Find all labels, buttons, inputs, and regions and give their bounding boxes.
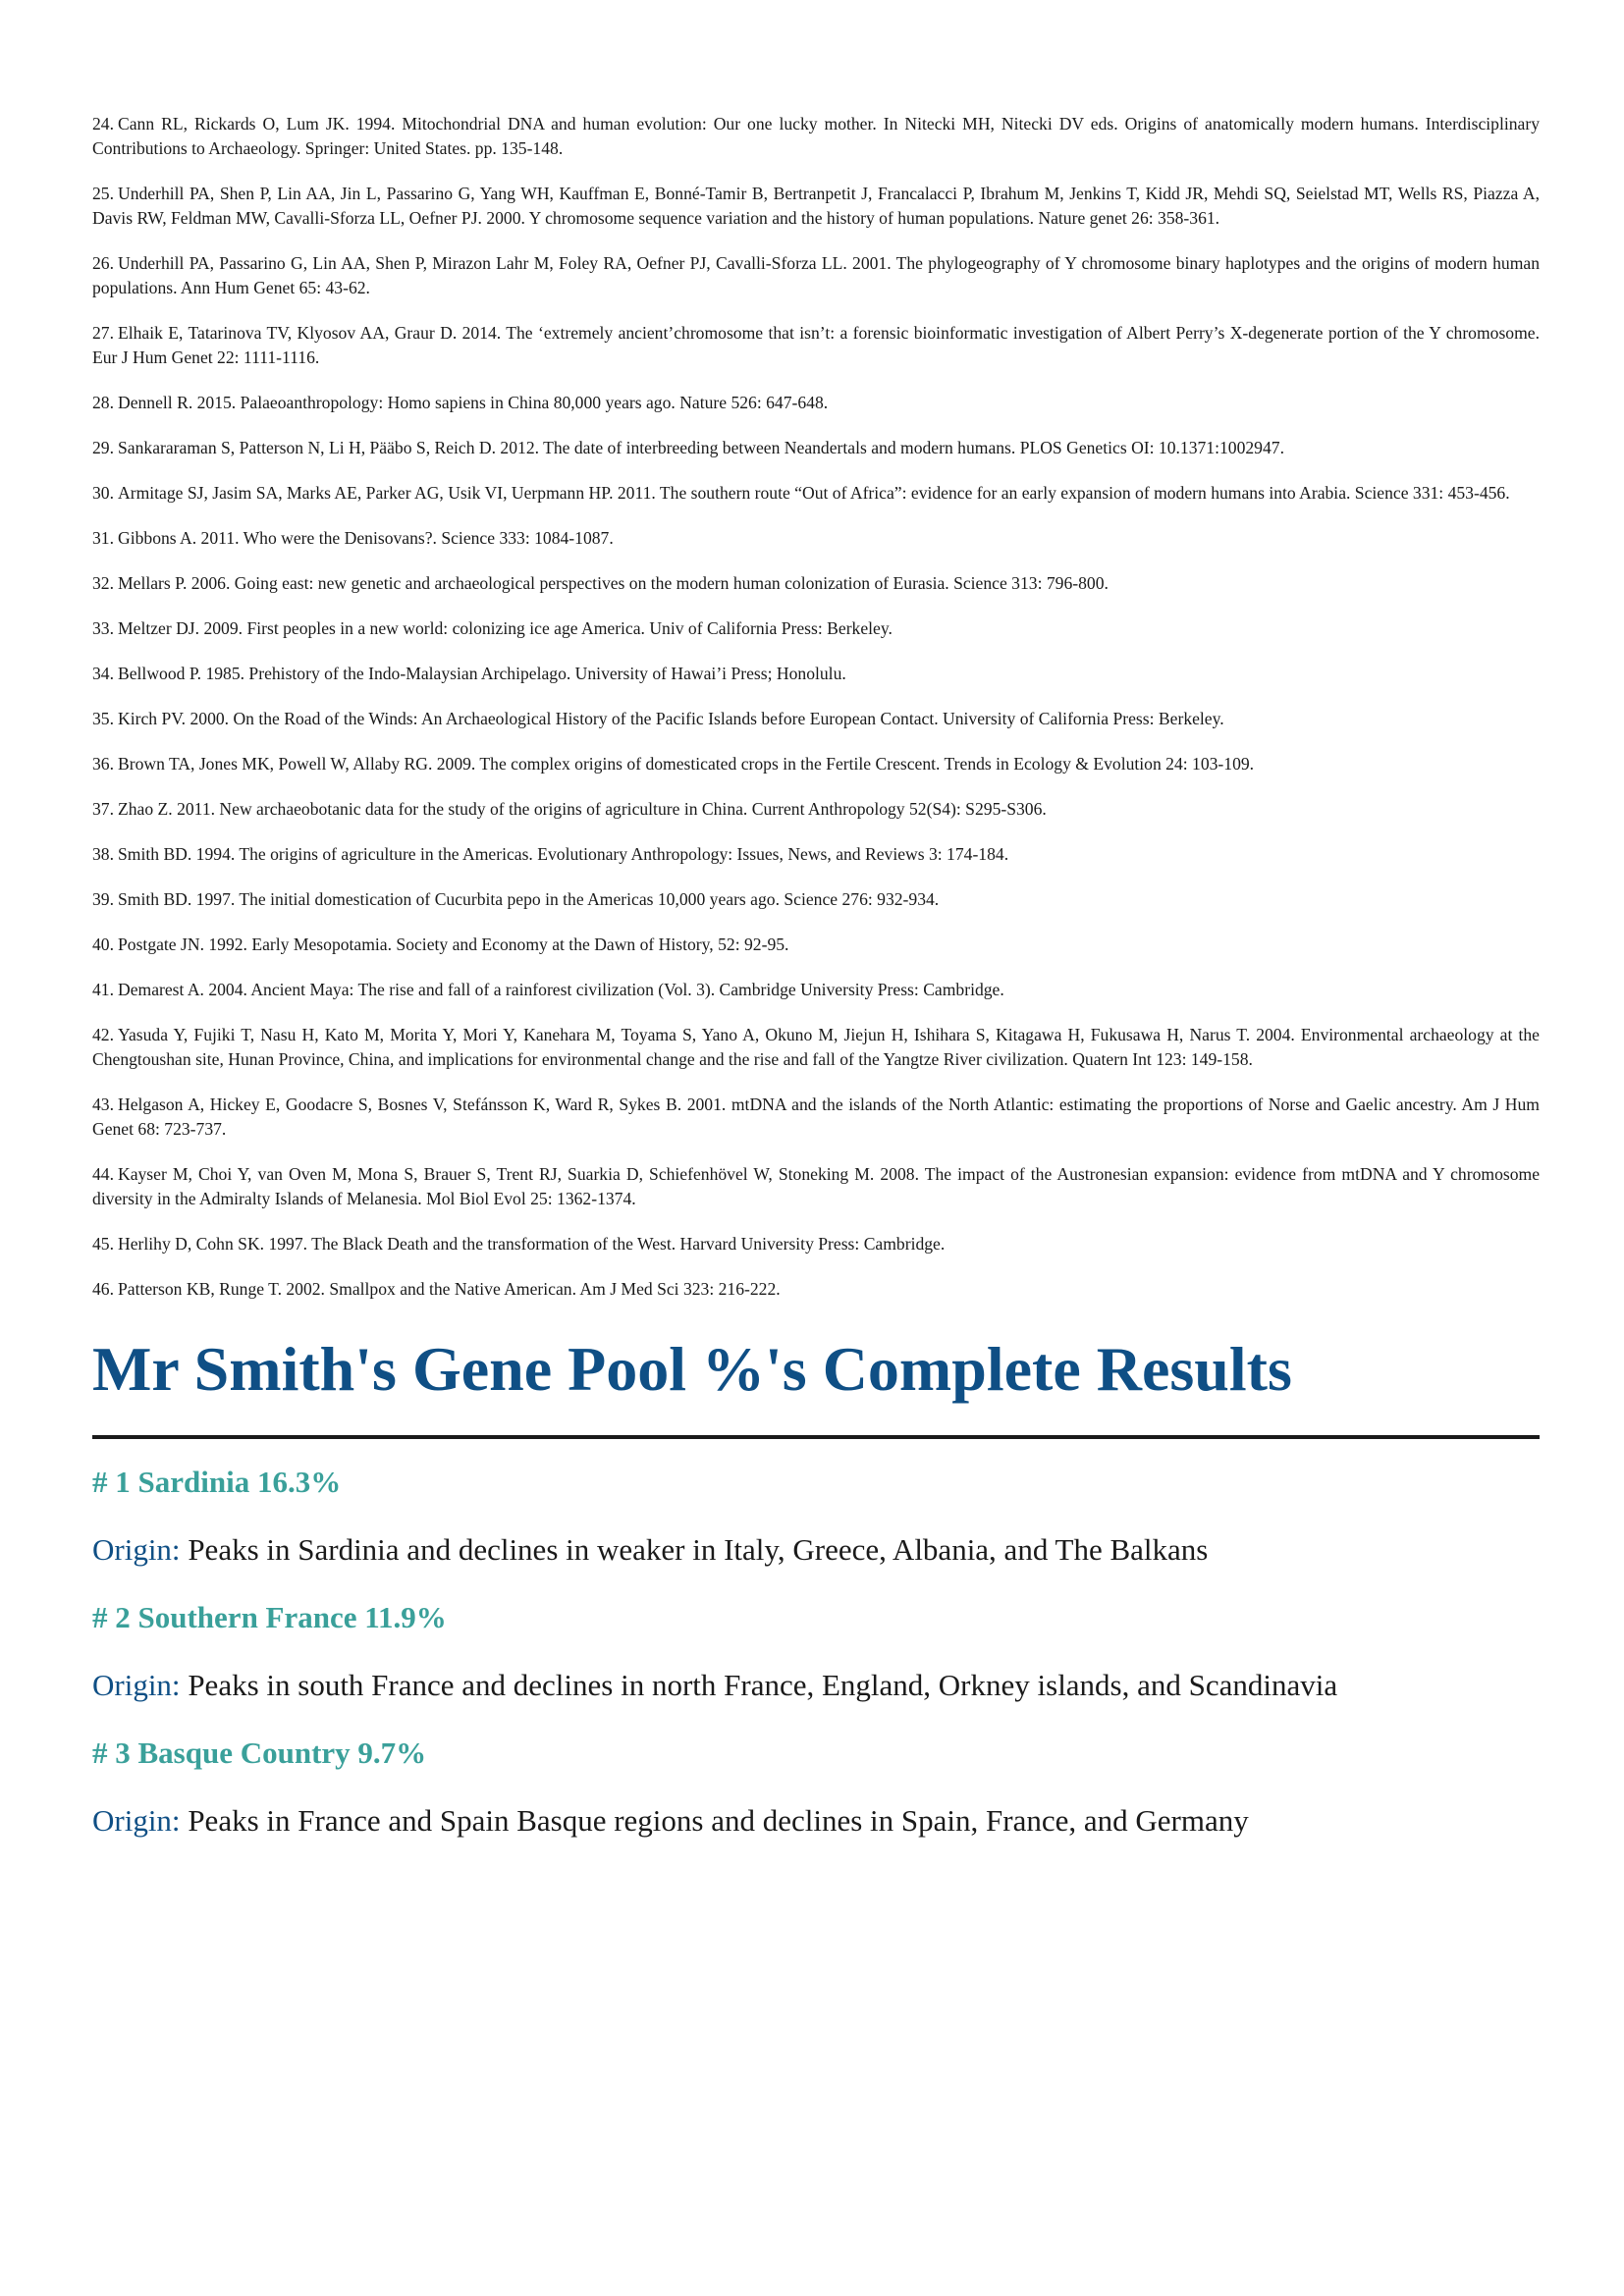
reference-text: Patterson KB, Runge T. 2002. Smallpox and the Native American. Am J Med Sci 323: 216-222. bbox=[118, 1279, 781, 1299]
origin-text: Peaks in France and Spain Basque regions and declines in Spain, France, and Germany bbox=[188, 1803, 1249, 1838]
reference-text: Gibbons A. 2011. Who were the Denisovans?. Science 333: 1084-1087. bbox=[118, 528, 614, 548]
reference-item bbox=[92, 1093, 1540, 1142]
results-section bbox=[92, 1463, 1540, 1841]
reference-item bbox=[92, 707, 1540, 731]
reference-text: Brown TA, Jones MK, Powell W, Allaby RG. 2009. The complex origins of domesticated crops in the Fertile Crescent. Trends in Ecology & Evolution 24: 103-109. bbox=[118, 754, 1255, 774]
reference-item bbox=[92, 436, 1540, 460]
reference-item bbox=[92, 752, 1540, 776]
reference-text: Underhill PA, Passarino G, Lin AA, Shen P, Mirazon Lahr M, Foley RA, Oefner PJ, Cavalli-Sforza LL. 2001. The phylogeography of Y chromosome binary haplotypes and the origins of modern human populations. Ann Hum Genet 65: 43-62. bbox=[92, 253, 1540, 297]
reference-number: 32. bbox=[92, 573, 114, 593]
reference-item bbox=[92, 933, 1540, 957]
reference-item bbox=[92, 526, 1540, 551]
reference-number: 45. bbox=[92, 1234, 114, 1254]
reference-item bbox=[92, 842, 1540, 867]
reference-item bbox=[92, 321, 1540, 370]
reference-number: 40. bbox=[92, 934, 114, 954]
reference-item bbox=[92, 251, 1540, 300]
reference-text: Zhao Z. 2011. New archaeobotanic data for the study of the origins of agriculture in China. Current Anthropology 52(S4): S295-S306. bbox=[118, 799, 1047, 819]
reference-number: 43. bbox=[92, 1095, 114, 1114]
reference-number: 28. bbox=[92, 393, 114, 412]
reference-item bbox=[92, 571, 1540, 596]
reference-number: 37. bbox=[92, 799, 114, 819]
reference-item bbox=[92, 616, 1540, 641]
title-divider bbox=[92, 1435, 1540, 1439]
reference-number: 42. bbox=[92, 1025, 114, 1044]
document-page bbox=[92, 112, 1540, 1869]
reference-item bbox=[92, 112, 1540, 161]
reference-number: 35. bbox=[92, 709, 114, 728]
reference-item bbox=[92, 1162, 1540, 1211]
reference-text: Mellars P. 2006. Going east: new genetic and archaeological perspectives on the modern human colonization of Eurasia. Science 313: 796-800. bbox=[118, 573, 1109, 593]
reference-number: 25. bbox=[92, 184, 114, 203]
reference-text: Cann RL, Rickards O, Lum JK. 1994. Mitochondrial DNA and human evolution: Our one lucky mother. In Nitecki MH, Nitecki DV eds. Origins of anatomically modern humans. Interdisciplinary Contributions to Archaeology. Springer: United States. pp. 135-148. bbox=[92, 114, 1540, 158]
reference-number: 26. bbox=[92, 253, 114, 273]
reference-number: 29. bbox=[92, 438, 114, 457]
reference-number: 27. bbox=[92, 323, 114, 343]
reference-text: Demarest A. 2004. Ancient Maya: The rise and fall of a rainforest civilization (Vol. 3). Cambridge University Press: Cambridge. bbox=[118, 980, 1004, 999]
reference-text: Meltzer DJ. 2009. First peoples in a new world: colonizing ice age America. Univ of California Press: Berkeley. bbox=[118, 618, 893, 638]
result-heading: # 1 Sardinia 16.3% bbox=[92, 1465, 342, 1499]
reference-text: Armitage SJ, Jasim SA, Marks AE, Parker AG, Usik VI, Uerpmann HP. 2011. The southern route “Out of Africa”: evidence for an early expansion of modern humans into Arabia. Science 331: 453-456. bbox=[118, 483, 1510, 503]
reference-number: 44. bbox=[92, 1164, 114, 1184]
reference-text: Sankararaman S, Patterson N, Li H, Pääbo S, Reich D. 2012. The date of interbreeding between Neandertals and modern humans. PLOS Genetics OI: 10.1371:1002947. bbox=[118, 438, 1284, 457]
reference-text: Bellwood P. 1985. Prehistory of the Indo-Malaysian Archipelago. University of Hawai’i Press; Honolulu. bbox=[118, 664, 846, 683]
reference-list bbox=[92, 112, 1540, 1302]
reference-item bbox=[92, 1277, 1540, 1302]
reference-text: Underhill PA, Shen P, Lin AA, Jin L, Passarino G, Yang WH, Kauffman E, Bonné-Tamir B, Bertranpetit J, Francalacci P, Ibrahum M, Jenkins T, Kidd JR, Mehdi SQ, Seielstad MT, Wells RS, Piazza A, Davis RW, Feldman MW, Cavalli-Sforza LL, Oefner PJ. 2000. Y chromosome sequence variation and the history of human populations. Nature genet 26: 358-361. bbox=[92, 184, 1540, 228]
reference-number: 41. bbox=[92, 980, 114, 999]
origin-text: Peaks in south France and declines in north France, England, Orkney islands, and Scandinavia bbox=[188, 1668, 1338, 1702]
report-title: Mr Smith's Gene Pool %'s Complete Results bbox=[92, 1334, 1292, 1404]
origin-label: Origin: bbox=[92, 1668, 181, 1702]
reference-number: 46. bbox=[92, 1279, 114, 1299]
origin-text: Peaks in Sardinia and declines in weaker in Italy, Greece, Albania, and The Balkans bbox=[188, 1532, 1209, 1567]
result-entry bbox=[92, 1734, 1540, 1841]
result-heading: # 2 Southern France 11.9% bbox=[92, 1600, 447, 1634]
reference-text: Postgate JN. 1992. Early Mesopotamia. Society and Economy at the Dawn of History, 52: 92-95. bbox=[118, 934, 789, 954]
reference-text: Elhaik E, Tatarinova TV, Klyosov AA, Graur D. 2014. The ‘extremely ancient’chromosome that isn’t: a forensic bioinformatic investigation of Albert Perry’s X-degenerate portion of the Y chromosome. Eur J Hum Genet 22: 1111-1116. bbox=[92, 323, 1540, 367]
result-origin bbox=[92, 1666, 1540, 1705]
reference-item bbox=[92, 391, 1540, 415]
reference-item bbox=[92, 978, 1540, 1002]
reference-text: Smith BD. 1997. The initial domestication of Cucurbita pepo in the Americas 10,000 years ago. Science 276: 932-934. bbox=[118, 889, 940, 909]
reference-item bbox=[92, 182, 1540, 231]
reference-text: Helgason A, Hickey E, Goodacre S, Bosnes V, Stefánsson K, Ward R, Sykes B. 2001. mtDNA and the islands of the North Atlantic: estimating the proportions of Norse and Gaelic ancestry. Am J Hum Genet 68: 723-737. bbox=[92, 1095, 1540, 1139]
result-origin bbox=[92, 1530, 1540, 1570]
reference-item bbox=[92, 887, 1540, 912]
reference-text: Dennell R. 2015. Palaeoanthropology: Homo sapiens in China 80,000 years ago. Nature 526: 647-648. bbox=[118, 393, 829, 412]
result-origin bbox=[92, 1801, 1540, 1841]
reference-item bbox=[92, 797, 1540, 822]
result-heading: # 3 Basque Country 9.7% bbox=[92, 1735, 427, 1770]
reference-item bbox=[92, 481, 1540, 506]
reference-number: 36. bbox=[92, 754, 114, 774]
reference-number: 30. bbox=[92, 483, 114, 503]
reference-item bbox=[92, 1023, 1540, 1072]
reference-item bbox=[92, 662, 1540, 686]
reference-text: Smith BD. 1994. The origins of agriculture in the Americas. Evolutionary Anthropology: Issues, News, and Reviews 3: 174-184. bbox=[118, 844, 1009, 864]
reference-number: 24. bbox=[92, 114, 114, 133]
result-entry bbox=[92, 1598, 1540, 1705]
reference-number: 39. bbox=[92, 889, 114, 909]
reference-text: Kirch PV. 2000. On the Road of the Winds: An Archaeological History of the Pacific Islands before European Contact. University of California Press: Berkeley. bbox=[118, 709, 1224, 728]
origin-label: Origin: bbox=[92, 1803, 181, 1838]
reference-text: Yasuda Y, Fujiki T, Nasu H, Kato M, Morita Y, Mori Y, Kanehara M, Toyama S, Yano A, Okuno M, Jiejun H, Ishihara S, Kitagawa H, Fukusawa H, Narus T. 2004. Environmental archaeology at the Chengtoushan site, Hunan Province, China, and implications for environmental change and the rise and fall of the Yangtze River civilization. Quatern Int 123: 149-158. bbox=[92, 1025, 1540, 1069]
reference-number: 34. bbox=[92, 664, 114, 683]
reference-number: 33. bbox=[92, 618, 114, 638]
reference-number: 38. bbox=[92, 844, 114, 864]
reference-number: 31. bbox=[92, 528, 114, 548]
reference-item bbox=[92, 1232, 1540, 1256]
origin-label: Origin: bbox=[92, 1532, 181, 1567]
result-entry bbox=[92, 1463, 1540, 1570]
reference-text: Herlihy D, Cohn SK. 1997. The Black Death and the transformation of the West. Harvard University Press: Cambridge. bbox=[118, 1234, 946, 1254]
reference-text: Kayser M, Choi Y, van Oven M, Mona S, Brauer S, Trent RJ, Suarkia D, Schiefenhövel W, Stoneking M. 2008. The impact of the Austronesian expansion: evidence from mtDNA and Y chromosome diversity in the Admiralty Islands of Melanesia. Mol Biol Evol 25: 1362-1374. bbox=[92, 1164, 1540, 1208]
